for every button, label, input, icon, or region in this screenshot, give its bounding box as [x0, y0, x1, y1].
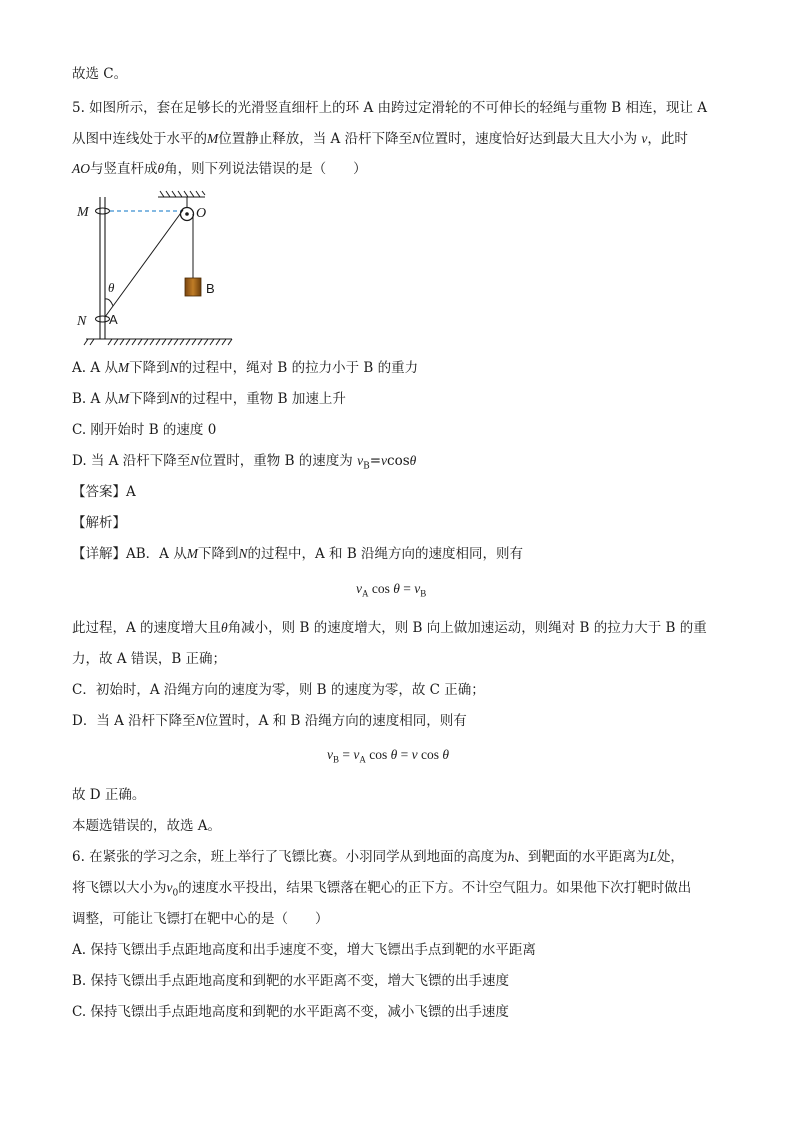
text: D．当 A 沿杆下降至 [72, 713, 196, 729]
text: 角减小，则 B 的速度增大，则 B 向上做加速运动，则绳对 B 的拉力大于 B 的重 [227, 620, 707, 636]
symbol-N: N [238, 546, 248, 561]
eq-cos: cos [371, 581, 390, 596]
q5-option-C: C. 刚开始时 B 的速度 0 [72, 422, 217, 438]
explain-line2: 力，故 A 错误，B 正确； [72, 651, 227, 667]
text: 的速度水平投出，结果飞镖落在靶心的正下方。不计空气阻力。如果他下次打靶时做出 [178, 880, 692, 896]
symbol-N: N [412, 131, 422, 146]
symbol-v: v [381, 453, 388, 468]
text: 的过程中，绳对 B 的拉力小于 B 的重力 [178, 360, 419, 376]
text: 位置静止释放，当 A 沿杆下降至 [218, 131, 413, 147]
symbol-theta: θ [409, 453, 417, 468]
text: cos [387, 453, 410, 469]
symbol-M: M [186, 546, 198, 561]
text: 处， [656, 849, 684, 865]
explain-line3: C．初始时，A 沿绳方向的速度为零，则 B 的速度为零，故 C 正确； [72, 682, 485, 698]
symbol-M: M [118, 391, 130, 406]
detail-line1 [72, 544, 523, 564]
eq-symbol: v [356, 581, 362, 596]
q5-stem-line3 [72, 159, 367, 179]
prev-conclusion: 故选 C。 [72, 66, 128, 82]
symbol-N: N [169, 391, 179, 406]
ring-at-M [96, 208, 110, 214]
eq-symbol: v [411, 747, 418, 762]
text: 此过程，A 的速度增大且 [72, 620, 222, 636]
text: 将飞镖以大小为 [72, 880, 167, 896]
symbol-v: v [641, 131, 648, 146]
label-A: A [109, 312, 118, 327]
eq-subscript: A [362, 588, 369, 599]
eq-subscript: B [420, 588, 427, 599]
text: 下降到 [129, 360, 170, 376]
q6-option-A: A. 保持飞镖出手点距地高度和出手速度不变，增大飞镖出手点到靶的水平距离 [72, 942, 536, 958]
q5-stem-line2 [72, 129, 688, 149]
explain-line6: 本题选错误的，故选 A。 [72, 818, 222, 834]
label-M: M [77, 205, 89, 220]
text: 下降到 [197, 546, 239, 562]
text: 角，则下列说法错误的是（ ） [164, 161, 367, 177]
symbol-M: M [117, 360, 130, 375]
subscript-B: B [363, 461, 370, 472]
eq-theta: θ [393, 581, 400, 596]
text: 的过程中，A 和 B 沿绳方向的速度相同，则有 [247, 546, 524, 562]
label-O: O [196, 206, 207, 221]
text: B. A 从 [72, 391, 119, 407]
q6-stem-line3: 调整，可能让飞镖打在靶中心的是（ ） [72, 911, 329, 927]
label-B: B [206, 281, 215, 296]
text: 【详解】AB．A 从 [72, 546, 187, 562]
subscript-0: 0 [172, 888, 179, 899]
text: A. A 从 [72, 360, 118, 376]
symbol-vB: v [357, 453, 364, 468]
q5-option-A [72, 358, 418, 378]
text: 下降到 [129, 391, 170, 407]
answer-line: 【答案】A [72, 484, 136, 500]
explain-line5: 故 D 正确。 [72, 787, 146, 803]
q5-option-B [72, 389, 346, 409]
eq-theta: θ [390, 747, 398, 762]
analysis-heading: 【解析】 [72, 515, 126, 531]
text: 位置时，A 和 B 沿绳方向的速度相同，则有 [204, 713, 467, 729]
ground [84, 339, 232, 345]
text: 的过程中，重物 B 加速上升 [178, 391, 346, 407]
eq-subscript: A [359, 754, 366, 765]
text: = [369, 453, 382, 469]
q6-option-B: B. 保持飞镖出手点距地高度和到靶的水平距离不变，增大飞镖的出手速度 [72, 973, 510, 989]
symbol-L: L [649, 849, 657, 864]
pulley-ring-diagram [72, 186, 252, 351]
symbol-v0: v [166, 880, 173, 895]
eq-theta: θ [442, 747, 450, 762]
symbol-N: N [195, 713, 205, 728]
pulley-axle [185, 212, 189, 216]
text: 位置时，重物 B 的速度为 [199, 453, 358, 469]
label-theta: θ [108, 280, 115, 295]
text: 从图中连线处于水平的 [72, 131, 207, 147]
symbol-M: M [207, 131, 219, 146]
eq-symbol: v [327, 747, 333, 762]
q5-stem-line1: 5. 如图所示，套在足够长的光滑竖直细杆上的环 A 由跨过定滑轮的不可伸长的轻绳与重物 B 相连，现让 A [72, 100, 708, 116]
eq-equals: = [403, 581, 411, 596]
text: D. 当 A 沿杆下降至 [72, 453, 191, 469]
eq-equals: = [400, 747, 409, 762]
q6-stem-line2 [72, 878, 691, 904]
text: 、到靶面的水平距离为 [514, 849, 650, 865]
eq-symbol: v [414, 581, 421, 596]
eq-equals: = [342, 747, 351, 762]
eq-symbol: v [353, 747, 360, 762]
symbol-AO: AO [72, 161, 90, 176]
text: 6. 在紧张的学习之余，班上举行了飞镖比赛。小羽同学从到地面的高度为 [72, 849, 508, 865]
explain-line4 [72, 711, 467, 731]
vertical-rod [100, 197, 105, 339]
eq-subscript: B [333, 754, 340, 765]
text: ，此时 [647, 131, 688, 147]
symbol-theta: θ [221, 620, 228, 635]
text: 位置时，速度恰好达到最大且大小为 [421, 131, 638, 147]
rope-AO [105, 210, 183, 317]
label-N: N [77, 314, 87, 329]
equation-1 [356, 581, 426, 599]
q5-option-D [72, 451, 416, 477]
symbol-theta: θ [157, 161, 165, 176]
symbol-h: h [507, 849, 515, 864]
angle-theta-arc [105, 299, 113, 306]
symbol-N: N [190, 453, 200, 468]
ring-at-N [96, 316, 110, 322]
text: 与竖直杆成 [90, 161, 158, 177]
symbol-N: N [169, 360, 179, 375]
equation-2 [327, 747, 449, 765]
ceiling [158, 191, 205, 207]
eq-cos: cos [369, 747, 388, 762]
explain-line1 [72, 618, 707, 638]
block-B [185, 278, 201, 296]
q6-stem-line1 [72, 847, 684, 867]
eq-cos: cos [421, 747, 440, 762]
q6-option-C: C. 保持飞镖出手点距地高度和到靶的水平距离不变，减小飞镖的出手速度 [72, 1004, 509, 1020]
